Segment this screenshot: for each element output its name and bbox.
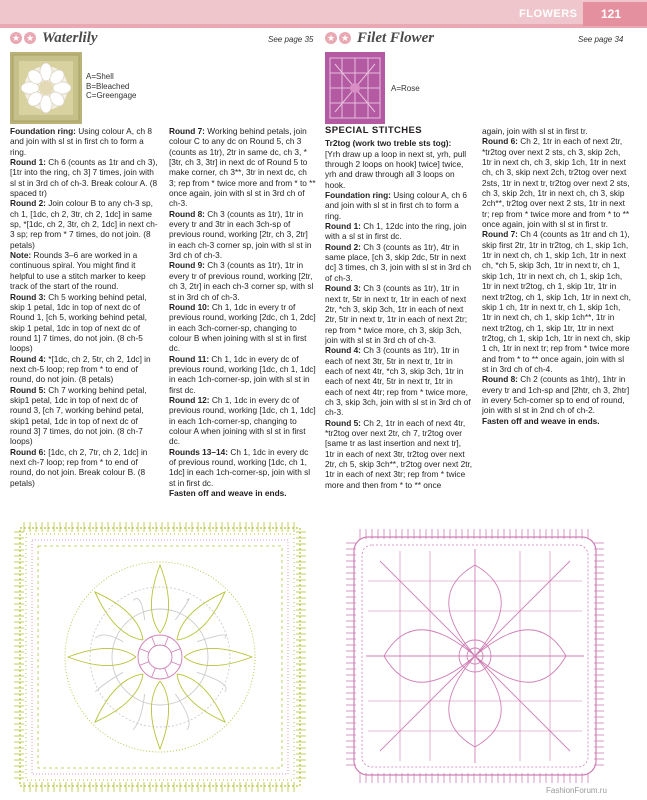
instruction-text: Ch 1, 1dc in every dc of previous round, working [1dc, ch 1, 1dc] in each 1ch-corner-sp, changing to colour A when joining with sl st in first dc. bbox=[169, 394, 316, 447]
instruction-heading: Round 3: bbox=[325, 283, 361, 294]
instruction-heading: Round 2: bbox=[325, 241, 361, 252]
instruction-text: Using colour A, ch 8 and join with sl st in first ch to form a ring. bbox=[10, 126, 153, 157]
instruction-text: Ch 1, 1dc in every dc of previous round, working [1dc, ch 1, 1dc] in each 1ch-corner-sp, join with sl st in first dc. bbox=[169, 353, 316, 395]
pattern-title-filet-flower: Filet Flower bbox=[357, 29, 435, 46]
instruction-heading: Round 8: bbox=[169, 208, 205, 219]
instruction-text: Ch 1, 1dc in every tr of previous round, working [2dc, ch 1, 2dc] in each 3ch-corner-sp, changing to colour B when joining with sl st in first dc. bbox=[169, 301, 316, 354]
instruction-paragraph bbox=[10, 385, 160, 447]
instruction-paragraph bbox=[169, 302, 316, 354]
instruction-text: Ch 1, 1dc in every dc of previous round, working [1dc, ch 1, 1dc] in each 1ch-corner-sp, join with sl st in first dc. bbox=[169, 446, 311, 488]
instruction-heading: Round 1: bbox=[325, 221, 361, 232]
legend-entry: C=Greengage bbox=[86, 91, 137, 100]
filet-flower-swatch-photo bbox=[325, 52, 385, 124]
instruction-heading: Round 7: bbox=[482, 229, 518, 240]
instruction-heading: Foundation ring: bbox=[10, 126, 76, 136]
waterlily-crochet-chart bbox=[10, 520, 310, 792]
see-page-waterlily: See page 35 bbox=[268, 35, 314, 44]
instruction-text: Ch 6 (counts as 1tr and ch 3), [1tr into the ring, ch 3] 7 times, join with sl st in 3rd ch of ch-3. Break colour A. (8 spaced tr) bbox=[10, 157, 158, 199]
instruction-paragraph bbox=[10, 126, 160, 157]
instruction-paragraph bbox=[325, 138, 473, 148]
difficulty-stars bbox=[325, 32, 351, 44]
instruction-heading: Rounds 13–14: bbox=[169, 446, 229, 457]
instruction-paragraph bbox=[169, 488, 316, 498]
difficulty-stars bbox=[10, 32, 36, 44]
instruction-text: [Yrh draw up a loop in next st, yrh, pull through 2 loops on hook] twice] twice, yrh and draw through all 3 loops on hook. bbox=[325, 148, 467, 190]
instruction-heading: Note: bbox=[10, 250, 32, 261]
see-page-filet: See page 34 bbox=[578, 35, 624, 44]
instruction-paragraph bbox=[325, 149, 473, 190]
filet-flower-crochet-chart bbox=[340, 525, 610, 787]
instruction-text: Rounds 3–6 are worked in a continuous spiral. You might find it helpful to use a stitch marker to keep track of the start of the round. bbox=[10, 250, 146, 292]
instruction-paragraph bbox=[169, 354, 316, 395]
instruction-paragraph bbox=[325, 221, 473, 242]
star-icon: ★ bbox=[11, 33, 21, 43]
waterlily-instructions-col2 bbox=[169, 126, 316, 498]
instruction-paragraph bbox=[325, 242, 473, 283]
instruction-heading: Round 12: bbox=[169, 394, 210, 405]
instruction-paragraph bbox=[10, 250, 160, 291]
instruction-text: Ch 3 (counts as 1tr), 1tr in every tr and 3tr in each 3ch-sp of previous round, working [2tr, ch 3, 2tr] in each ch-3 corner sp, join with sl st in 3rd ch of ch-3. bbox=[169, 208, 312, 261]
instruction-paragraph bbox=[169, 395, 316, 447]
instruction-text: Ch 3 (counts as 1tr), 4tr in same place, [ch 3, skip 2dc, 5tr in next dc] 3 times, ch 3, join with sl st in 3rd ch of ch-3. bbox=[325, 241, 472, 283]
instruction-text: Ch 3 (counts as 1tr), 1tr in every tr of previous round, working [2tr, ch 3, 2tr] in each ch-3 corner sp, with sl st in 3rd ch of ch-3. bbox=[169, 260, 314, 302]
instruction-paragraph bbox=[169, 126, 316, 209]
instruction-heading: Fasten off and weave in ends. bbox=[482, 415, 600, 426]
filet-title-row bbox=[325, 29, 434, 47]
instruction-text: Ch 4 (counts as 1tr and ch 1), skip first 2tr, 1tr in tr2tog, ch 1, skip 1ch, 1tr in next ch, ch 1, skip 1ch, 1tr in next ch, *ch 5, skip 3ch, 1tr in next tr, ch 1, skip 1ch, 1tr in next ch, ch 1, skip 1ch, 1tr in next tr2tog, ch 1, skip 1tr, 1tr in next tr2tog, ch 1, skip 1ch, 1tr in next ch, skip 1 ch, 1tr in next tr, ch 1, skip 1ch, 1tr in next ch, ch 1, skip 1ch**, 1tr in next tr2tog, ch 1, skip 1tr, 1tr in next tr2tog, ch 1, skip 1ch, 1tr in next ch, skip 1 ch, 1tr in next tr; rep from * twice more and from * to ** once again, join with sl st in 3rd ch of ch-4. bbox=[482, 229, 631, 374]
instruction-text: [1dc, ch 2, 7tr, ch 2, 1dc] in next ch-7 loop; rep from * to end of round, do not join. Break colour B. (8 petals) bbox=[10, 446, 148, 488]
instruction-heading: Round 5: bbox=[10, 384, 46, 395]
legend-entry: A=Rose bbox=[391, 84, 420, 93]
instruction-paragraph bbox=[10, 292, 160, 354]
instruction-heading: Tr2tog (work two treble sts tog): bbox=[325, 138, 452, 149]
instruction-text: Ch 2, 1tr in each of next 2tr, *tr2tog over next 2 sts, ch 3, skip 2ch, 1tr in next ch, ch 3, skip 1ch, 1tr in next ch, ch 3, skip next 2ch, tr2tog over next 2sts, 1tr in next tr, tr2tog over next 2 sts, ch 3, skip 2ch, 1tr in next ch, ch 3, skip 2ch**, tr2tog over next 2 sts, 1tr in next tr; rep from * twice more and from * to ** once again, join with sl st in first tr. bbox=[482, 136, 630, 230]
instruction-text: Ch 7 working behind petal, skip1 petal, 1dc in top of next dc of round 3, [ch 7, working behind petal, skip1 petal, 1dc in top of next dc of round 3] 7 times, do not join. (8 ch-7 loops) bbox=[10, 384, 147, 447]
instruction-paragraph bbox=[482, 374, 632, 415]
filet-instructions-col2 bbox=[482, 126, 632, 426]
instruction-heading: Round 11: bbox=[169, 353, 210, 364]
instruction-text: Ch 2, 1tr in each of next 4tr, *tr2tog over next 2tr, ch 7, tr2tog over [same tr as last insertion and next tr], 1tr in each of next 3tr, tr2tog over next 2tr, ch 5, skip 3ch**, tr2tog over next 2tr, 1tr in each of next 3tr; rep from * twice more and then from * to ** once bbox=[325, 417, 473, 490]
instruction-paragraph bbox=[325, 345, 473, 417]
instruction-paragraph bbox=[482, 136, 632, 229]
instruction-heading: Round 2: bbox=[10, 198, 46, 209]
instruction-text: Ch 3 (counts as 1tr), 1tr in each of next 3tr, 5tr in next tr, 1tr in each of next 4tr, *ch 3, skip 3ch, 1tr in each of next 4tr, 5tr in next tr, 1tr in each of next 4tr; rep from * twice more, ch 3, skip 3ch, join with sl st in 3rd ch of ch-3. bbox=[325, 345, 471, 418]
instruction-text: Ch 5 working behind petal, skip 1 petal, 1dc in top of next dc of Round 1, [ch 5, working behind petal, skip 1 petal, 1dc in top of next dc of round 1] 7 times, do not join. (8 ch-5 loops) bbox=[10, 291, 147, 354]
header-stripe bbox=[0, 24, 647, 28]
star-icon: ★ bbox=[326, 33, 336, 43]
special-stitches-heading: SPECIAL STITCHES bbox=[325, 125, 423, 136]
instruction-paragraph bbox=[10, 447, 160, 488]
instruction-paragraph bbox=[169, 447, 316, 488]
instruction-heading: Round 5: bbox=[325, 417, 361, 428]
waterlily-title-row bbox=[10, 29, 98, 47]
instruction-paragraph bbox=[10, 354, 160, 385]
instruction-heading: Round 9: bbox=[169, 260, 205, 271]
instruction-paragraph bbox=[482, 416, 632, 426]
instruction-text: Working behind petals, join colour C to any dc on Round 5, ch 3 (counts as 1tr), 2tr in same dc, ch 3, *[3tr, ch 3, 3tr] in next dc of Round 5 to make corner, ch 3**, 3tr in next dc, ch 3; rep from * twice more and from * to ** once again, join with sl st in 3rd ch of ch-3. bbox=[169, 126, 316, 209]
filet-legend bbox=[391, 84, 420, 94]
instruction-text: Ch 1, 12dc into the ring, join with a sl st in first dc. bbox=[325, 221, 467, 242]
instruction-paragraph bbox=[10, 198, 160, 250]
instruction-heading: Round 7: bbox=[169, 126, 205, 136]
instruction-heading: Round 8: bbox=[482, 374, 518, 385]
instruction-heading: Round 6: bbox=[482, 136, 518, 147]
pattern-title-waterlily: Waterlily bbox=[42, 29, 98, 46]
filet-instructions-col1 bbox=[325, 126, 473, 490]
instruction-heading: Fasten off and weave in ends. bbox=[169, 488, 287, 499]
legend-entry: A=Shell bbox=[86, 72, 114, 81]
instruction-paragraph bbox=[325, 283, 473, 345]
waterlily-instructions-col1 bbox=[10, 126, 160, 488]
instruction-text: Ch 3 (counts as 1tr), 1tr in next tr, 5tr in next tr, 1tr in each of next 2tr, *ch 3, skip 3ch, 1tr in each of next 2tr, 5tr in next tr, 1tr in each of next 2tr; rep from * twice more, ch 3, skip 3ch, join with sl st in 3rd ch of ch-3. bbox=[325, 283, 468, 345]
instruction-heading: Round 1: bbox=[10, 157, 46, 168]
page-number: 121 bbox=[601, 7, 622, 21]
instruction-heading: Round 4: bbox=[325, 345, 361, 356]
waterlily-swatch-photo bbox=[10, 52, 82, 124]
instruction-paragraph bbox=[169, 260, 316, 301]
instruction-text: Join colour B to any ch-3 sp, ch 1, [1dc, ch 2, 3tr, ch 2, 1dc] in same sp, *[1dc, ch 2, 3tr, ch 2, 1dc] in next ch-3 sp; rep from * 7 times, do not join. (8 petals) bbox=[10, 198, 158, 250]
instruction-paragraph bbox=[169, 209, 316, 261]
section-label: FLOWERS bbox=[519, 8, 578, 20]
instruction-text: *[1dc, ch 2, 5tr, ch 2, 1dc] in next ch-5 loop; rep from * to end of round, do not join. (8 petals) bbox=[10, 353, 151, 385]
instruction-heading: Round 10: bbox=[169, 301, 210, 312]
instruction-text: Using colour A, ch 6 and join with sl st in first ch to form a ring. bbox=[325, 190, 468, 221]
instruction-paragraph bbox=[482, 229, 632, 374]
legend-entry: B=Bleached bbox=[86, 81, 130, 91]
instruction-heading: Round 3: bbox=[10, 291, 46, 302]
instruction-heading: Foundation ring: bbox=[325, 190, 391, 201]
instruction-heading: Round 4: bbox=[10, 353, 46, 364]
waterlily-legend bbox=[86, 72, 136, 101]
instruction-text: Ch 2 (counts as 1htr), 1htr in every tr and 1ch-sp and [2htr, ch 3, 2htr] in every 5ch-corner sp to end of round, join with sl st in 2nd ch of ch-2. bbox=[482, 374, 630, 416]
instruction-paragraph bbox=[325, 190, 473, 221]
star-icon: ★ bbox=[340, 33, 350, 43]
instruction-paragraph bbox=[10, 157, 160, 198]
instruction-paragraph bbox=[482, 126, 632, 136]
instruction-text: again, join with sl st in first tr. bbox=[482, 126, 588, 136]
watermark: FashionForum.ru bbox=[546, 786, 607, 795]
star-icon: ★ bbox=[25, 33, 35, 43]
instruction-heading: Round 6: bbox=[10, 446, 46, 457]
instruction-paragraph bbox=[325, 418, 473, 490]
